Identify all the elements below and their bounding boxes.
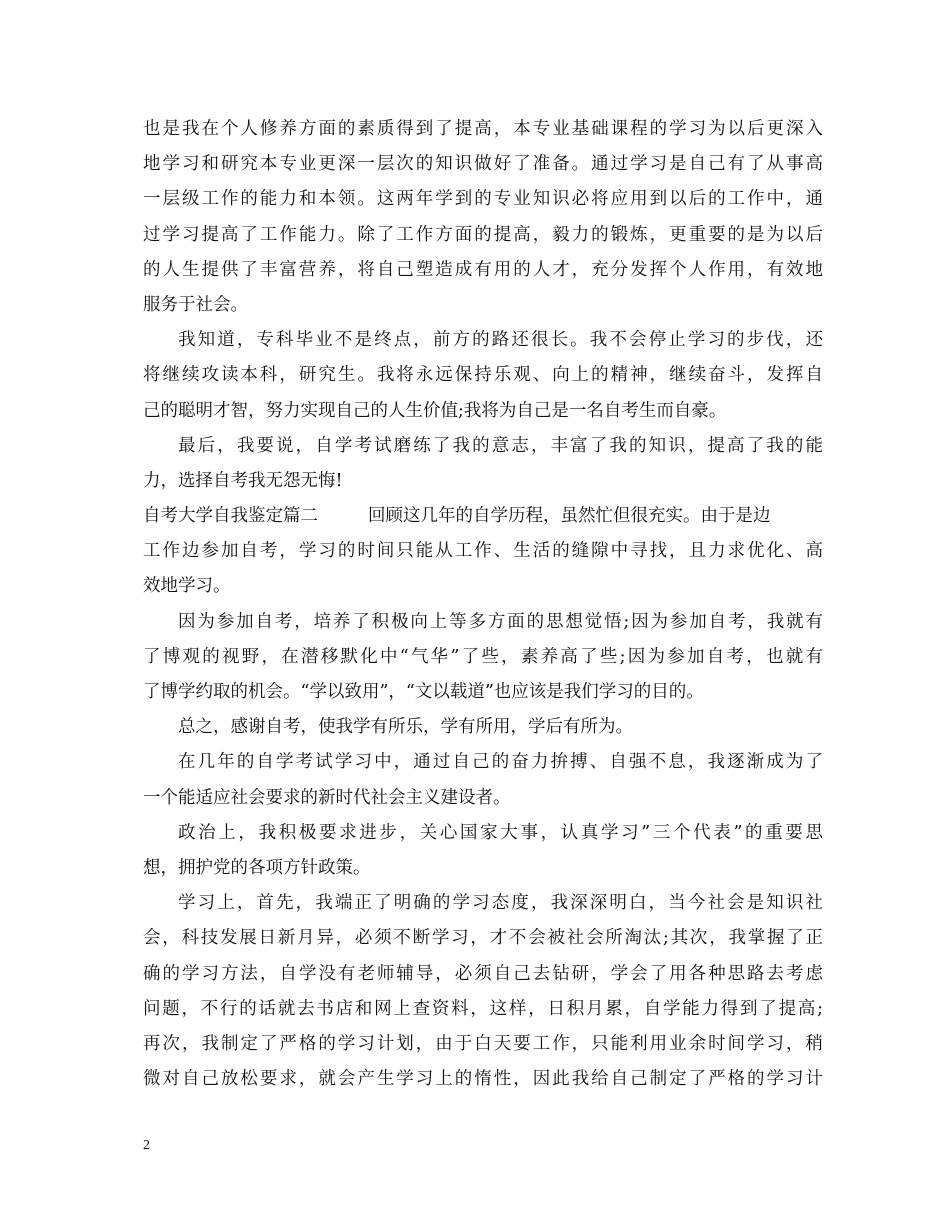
text-line: 将继续攻读本科，研究生。我将永远保持乐观、向上的精神，继续奋斗，发挥自 <box>143 365 823 386</box>
text-line: 一个能适应社会要求的新时代社会主义建设者。 <box>143 787 511 808</box>
text-line: 力，选择自考我无怨无悔! <box>143 470 343 491</box>
text-line: 回顾这几年的自学历程，虽然忙但很充实。由于是边 <box>368 506 771 527</box>
text-line: 一层级工作的能力和本领。这两年学到的专业知识必将应用到以后的工作中，通 <box>143 189 823 210</box>
text-line: 己的聪明才智，努力实现自己的人生价值;我将为自己是一名自考生而自豪。 <box>143 400 727 421</box>
text-line: 学习上，首先，我端正了明确的学习态度，我深深明白，当今社会是知识社 <box>178 893 823 914</box>
text-line: 的人生提供了丰富营养，将自己塑造成有用的人才，充分发挥个人作用，有效地 <box>143 259 823 280</box>
text-line: 了博观的视野，在潜移默化中“气华”了些，素养高了些;因为参加自考，也就有 <box>143 646 823 667</box>
text-line: 政治上，我积极要求进步，关心国家大事，认真学习”三个代表”的重要思 <box>178 822 823 843</box>
text-line: 会，科技发展日新月异，必须不断学习，才不会被社会所淘汰;其次，我掌握了正 <box>143 928 823 949</box>
text-line: 了博学约取的机会。“学以致用”，“文以载道”也应该是我们学习的目的。 <box>143 682 704 702</box>
text-line: 服务于社会。 <box>143 294 248 315</box>
text-line: 效地学习。 <box>143 576 231 597</box>
text-line: 在几年的自学考试学习中，通过自己的奋力拚搏、自强不息，我逐渐成为了 <box>178 752 823 773</box>
body-text <box>143 112 823 1097</box>
text-line: 微对自己放松要求，就会产生学习上的惰性，因此我给自己制定了严格的学习计 <box>143 1069 823 1090</box>
text-line: 再次，我制定了严格的学习计划，由于白天要工作，只能利用业余时间学习，稍 <box>143 1033 823 1054</box>
text-line: 过学习提高了工作能力。除了工作方面的提高，毅力的锻炼，更重要的是为以后 <box>143 224 823 245</box>
text-line: 因为参加自考，培养了积极向上等多方面的思想觉悟;因为参加自考，我就有 <box>178 611 823 632</box>
text-line: 总之，感谢自考，使我学有所乐，学有所用，学后有所为。 <box>178 717 633 738</box>
text-line: 确的学习方法，自学没有老师辅导，必须自己去钻研，学会了用各种思路去考虑 <box>143 963 823 984</box>
text-line: 地学习和研究本专业更深一层次的知识做好了准备。通过学习是自己有了从事高 <box>143 154 823 175</box>
text-line: 问题，不行的话就去书店和网上查资料，这样，日积月累，自学能力得到了提高; <box>143 998 823 1019</box>
text-line: 想，拥护党的各项方针政策。 <box>143 857 371 878</box>
section-heading: 自考大学自我鉴定篇二 <box>143 506 318 527</box>
text-line: 工作边参加自考，学习的时间只能从工作、生活的缝隙中寻找，且力求优化、高 <box>143 541 823 562</box>
text-line: 我知道，专科毕业不是终点，前方的路还很长。我不会停止学习的步伐，还 <box>178 330 823 351</box>
page-number: 2 <box>143 1138 150 1153</box>
section-heading-line <box>143 499 823 534</box>
text-line: 也是我在个人修养方面的素质得到了提高，本专业基础课程的学习为以后更深入 <box>143 119 823 139</box>
text-line: 最后，我要说，自学考试磨练了我的意志，丰富了我的知识，提高了我的能 <box>178 435 823 456</box>
